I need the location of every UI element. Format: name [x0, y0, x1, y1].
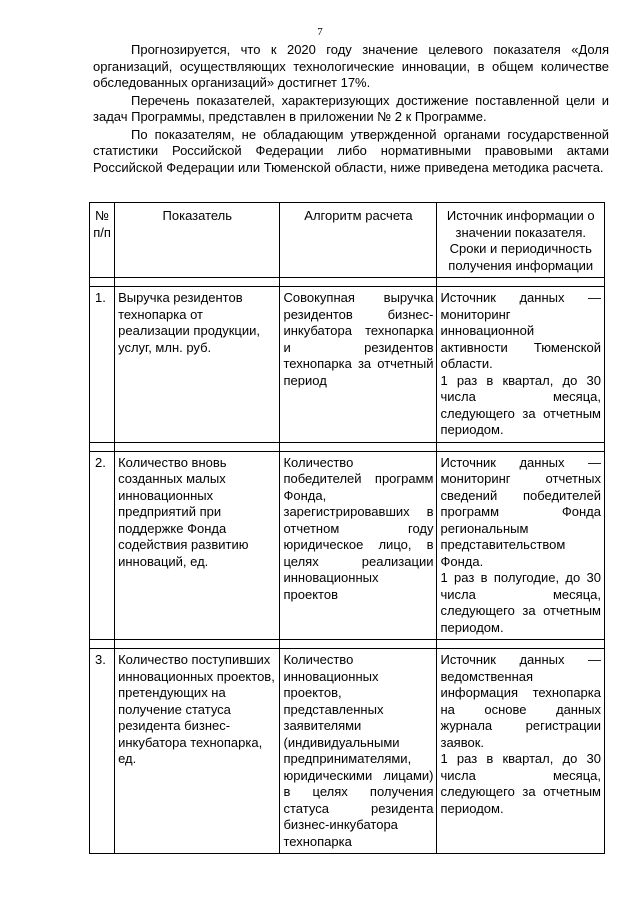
row-algorithm: Совокупная выручка резидентов бизнес-инкубатора технопарка и резидентов технопарка за отчетный период: [280, 287, 437, 443]
row-source-text: Источник данных — ведомственная информация технопарка на основе данных журнала регистрации заявок.: [440, 652, 601, 750]
table-spacer-row: [90, 442, 605, 451]
row-indicator: Количество вновь созданных малых инновационных предприятий при поддержке Фонда содействия развитию инноваций, ед.: [115, 451, 280, 640]
row-source: [437, 649, 605, 854]
header-source: Источник информации о значении показателя. Сроки и периодичность получения информации: [437, 203, 605, 278]
row-number: 2.: [90, 451, 115, 640]
row-number: 1.: [90, 287, 115, 443]
table-row: [90, 649, 605, 854]
intro-paragraph-indicators-list: Перечень показателей, характеризующих достижение поставленной цели и задач Программы, представлен в приложении № 2 к Программе.: [93, 92, 609, 124]
row-timing-text: 1 раз в квартал, до 30 числа месяца, следующего за отчетным периодом.: [440, 372, 601, 437]
indicators-table: [89, 202, 605, 854]
table-spacer-row: [90, 640, 605, 649]
row-timing-text: 1 раз в квартал, до 30 числа месяца, следующего за отчетным периодом.: [440, 751, 601, 816]
row-algorithm: Количество победителей программ Фонда, зарегистрировавших в отчетном году юридическое лицо, в целях реализации инновационных проектов: [280, 451, 437, 640]
row-indicator: Выручка резидентов технопарка от реализации продукции, услуг, млн. руб.: [115, 287, 280, 443]
row-source-text: Источник данных — мониторинг отчетных сведений победителей программ Фонда региональным представительством Фонда.: [440, 454, 601, 569]
row-source-text: Источник данных — мониторинг инновационной активности Тюменской области.: [440, 290, 601, 371]
page-number: 7: [317, 26, 323, 38]
intro-text: [93, 42, 609, 177]
table-spacer-row: [90, 278, 605, 287]
intro-paragraph-methodology: По показателям, не обладающим утвержденной органами государственной статистики Российской Федерации либо нормативными правовыми актами Российской Федерации или Тюменской области, ниже приведена методика расчета.: [93, 126, 609, 175]
header-indicator: Показатель: [115, 203, 280, 278]
row-timing-text: 1 раз в полугодие, до 30 числа месяца, следующего за отчетным периодом.: [440, 570, 601, 635]
intro-paragraph-forecast: Прогнозируется, что к 2020 году значение целевого показателя «Доля организаций, осуществляющих технологические инновации, в общем количестве обследованных организаций» достигнет 17%.: [93, 42, 609, 90]
header-number: № п/п: [90, 203, 115, 278]
row-source: [437, 451, 605, 640]
row-source: [437, 287, 605, 443]
row-number: 3.: [90, 649, 115, 854]
table-row: [90, 451, 605, 640]
header-algorithm: Алгоритм расчета: [280, 203, 437, 278]
row-indicator: Количество поступивших инновационных проектов, претендующих на получение статуса резидента бизнес-инкубатора технопарка, ед.: [115, 649, 280, 854]
row-algorithm: Количество инновационных проектов, представленных заявителями (индивидуальными предпринимателями, юридическими лицами) в целях получения статуса резидента бизнес-инкубатора технопарка: [280, 649, 437, 854]
table-row: [90, 287, 605, 443]
table-header-row: [90, 203, 605, 278]
